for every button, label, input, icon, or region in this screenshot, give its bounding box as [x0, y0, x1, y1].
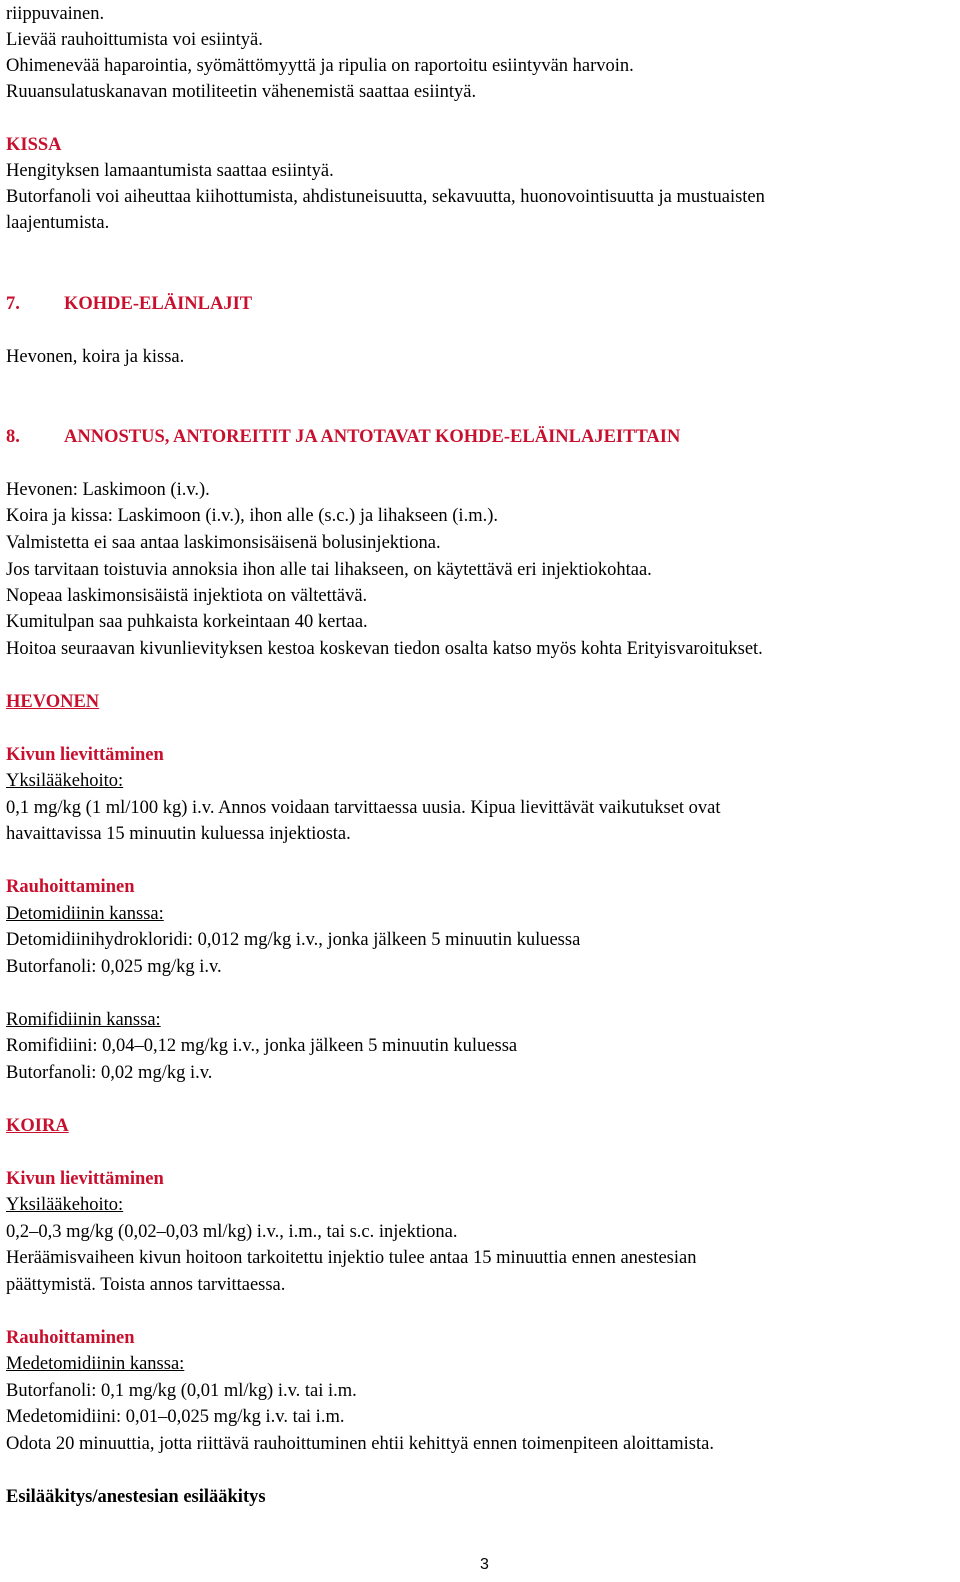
section-8-line: Koira ja kissa: Laskimoon (i.v.), ihon alle (s.c.) ja lihakseen (i.m.). [6, 506, 499, 526]
section-8-line: Kumitulpan saa puhkaista korkeintaan 40 kertaa. [6, 612, 368, 632]
intro-line: Lievää rauhoittumista voi esiintyä. [6, 30, 263, 50]
koira-sedation-title: Rauhoittaminen [6, 1328, 135, 1348]
koira-pain-subheading: Yksilääkehoito: [6, 1195, 124, 1215]
section-8-line: Hoitoa seuraavan kivunlievityksen kestoa koskevan tiedon osalta katso myös kohta Erityisvaroitukset. [6, 639, 763, 659]
kissa-heading: KISSA [6, 135, 62, 155]
section-8-heading [6, 425, 680, 449]
hevonen-pain-title: Kivun lievittäminen [6, 745, 164, 765]
intro-line: Ohimenevää haparointia, syömättömyyttä ja ripulia on raportoitu esiintyvän harvoin. [6, 56, 634, 76]
section-8-line: Nopeaa laskimonsisäistä injektiota on vältettävä. [6, 586, 368, 606]
section-7-title: KOHDE-ELÄINLAJIT [64, 294, 253, 314]
koira-medetomidine-line: Medetomidiini: 0,01–0,025 mg/kg i.v. tai i.m. [6, 1407, 345, 1427]
koira-heading: KOIRA [6, 1116, 69, 1136]
page-number: 3 [480, 1556, 489, 1573]
koira-pain-line: 0,2–0,3 mg/kg (0,02–0,03 ml/kg) i.v., i.m., tai s.c. injektiona. [6, 1222, 458, 1242]
koira-medetomidine-line: Odota 20 minuuttia, jotta riittävä rauhoittuminen ehtii kehittyä ennen toimenpiteen aloittamista. [6, 1434, 714, 1454]
koira-pain-line: Heräämisvaiheen kivun hoitoon tarkoitettu injektio tulee antaa 15 minuuttia ennen anestesian [6, 1248, 697, 1268]
kissa-line: laajentumista. [6, 213, 110, 233]
intro-line: riippuvainen. [6, 4, 105, 24]
section-8-line: Valmistetta ei saa antaa laskimonsisäisenä bolusinjektiona. [6, 533, 441, 553]
hevonen-detomidine-line: Butorfanoli: 0,025 mg/kg i.v. [6, 957, 222, 977]
kissa-line: Hengityksen lamaantumista saattaa esiintyä. [6, 161, 334, 181]
koira-medetomidine-line: Butorfanoli: 0,1 mg/kg (0,01 ml/kg) i.v. tai i.m. [6, 1381, 357, 1401]
hevonen-pain-line: havaittavissa 15 minuutin kuluessa injektiosta. [6, 824, 351, 844]
hevonen-pain-line: 0,1 mg/kg (1 ml/100 kg) i.v. Annos voidaan tarvittaessa uusia. Kipua lievittävät vaikutukset ovat [6, 798, 721, 818]
section-7-text: Hevonen, koira ja kissa. [6, 347, 185, 367]
hevonen-pain-subheading: Yksilääkehoito: [6, 771, 124, 791]
intro-line: Ruuansulatuskanavan motiliteetin vähenemistä saattaa esiintyä. [6, 82, 477, 102]
koira-pain-title: Kivun lievittäminen [6, 1169, 164, 1189]
section-7-number: 7. [6, 294, 20, 314]
koira-pain-line: päättymistä. Toista annos tarvittaessa. [6, 1275, 286, 1295]
hevonen-romifidine-line: Romifidiini: 0,04–0,12 mg/kg i.v., jonka jälkeen 5 minuutin kuluessa [6, 1036, 518, 1056]
koira-premedication-title: Esilääkitys/anestesian esilääkitys [6, 1487, 266, 1507]
hevonen-heading: HEVONEN [6, 692, 100, 712]
kissa-line: Butorfanoli voi aiheuttaa kiihottumista, ahdistuneisuutta, sekavuutta, huonovointisuutta ja mustuaisten [6, 187, 765, 207]
section-8-line: Jos tarvitaan toistuvia annoksia ihon alle tai lihakseen, on käytettävä eri injektiokohtaa. [6, 560, 652, 580]
koira-medetomidine-subheading: Medetomidiinin kanssa: [6, 1354, 185, 1374]
hevonen-detomidine-subheading: Detomidiinin kanssa: [6, 904, 164, 924]
hevonen-detomidine-line: Detomidiinihydrokloridi: 0,012 mg/kg i.v., jonka jälkeen 5 minuutin kuluessa [6, 930, 581, 950]
hevonen-sedation-title: Rauhoittaminen [6, 877, 135, 897]
hevonen-romifidine-subheading: Romifidiinin kanssa: [6, 1010, 161, 1030]
section-8-title: ANNOSTUS, ANTOREITIT JA ANTOTAVAT KOHDE-ELÄINLAJEITTAIN [64, 427, 681, 447]
section-7-heading [6, 292, 252, 316]
section-8-line: Hevonen: Laskimoon (i.v.). [6, 480, 210, 500]
section-8-number: 8. [6, 427, 20, 447]
hevonen-romifidine-line: Butorfanoli: 0,02 mg/kg i.v. [6, 1063, 213, 1083]
